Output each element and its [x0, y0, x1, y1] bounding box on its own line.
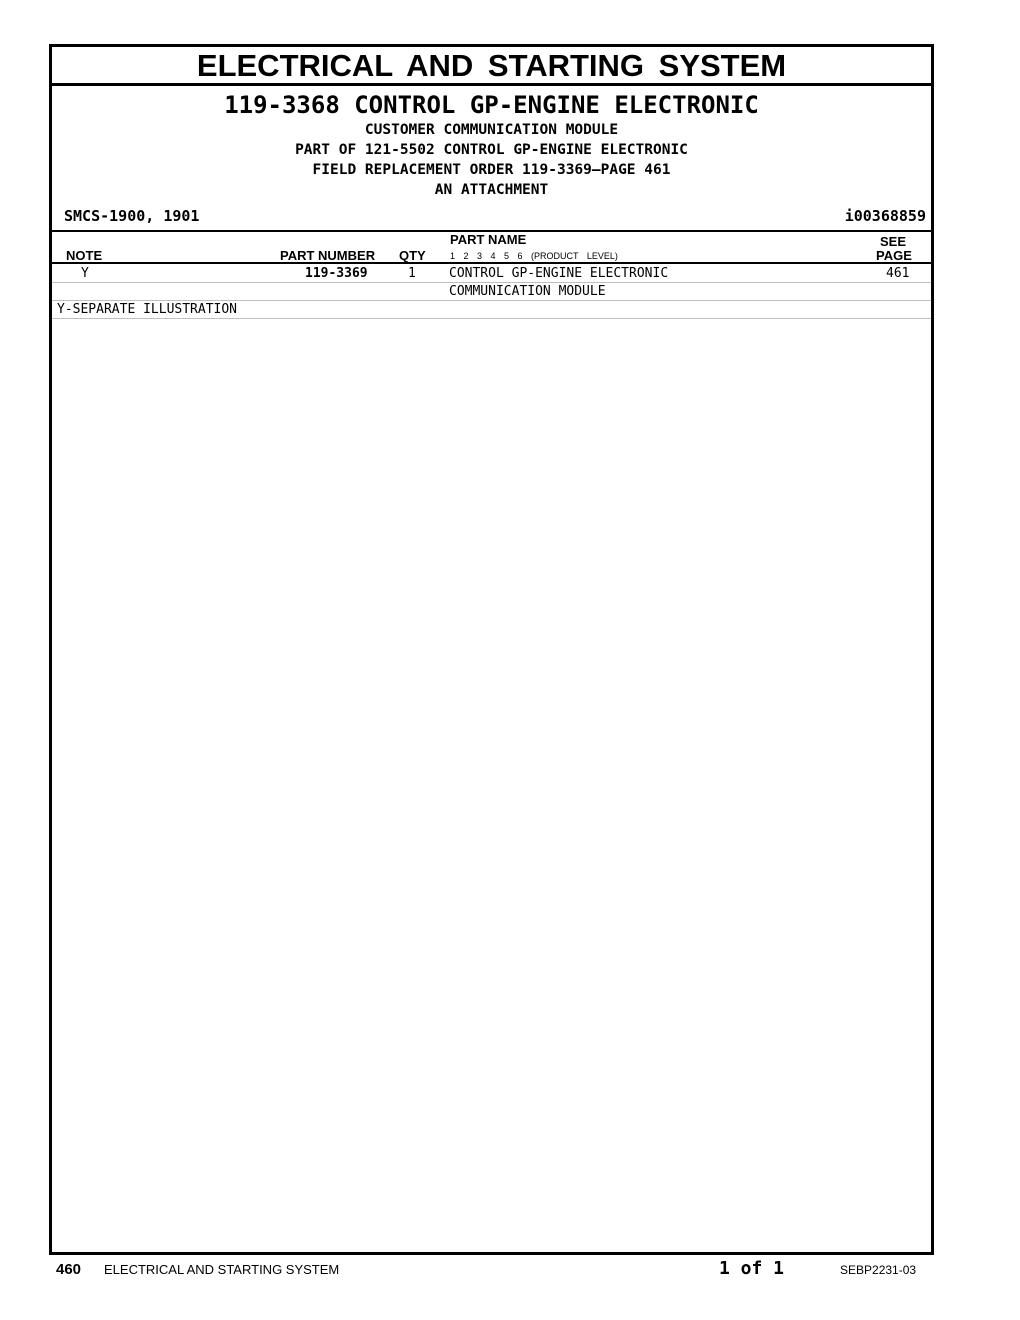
footer-doc-id: SEBP2231-03: [840, 1263, 917, 1277]
row-see-page: 461: [886, 266, 910, 281]
row-part-name: CONTROL GP-ENGINE ELECTRONIC: [449, 266, 669, 281]
assembly-title: 119-3368 CONTROL GP-ENGINE ELECTRONIC: [224, 91, 759, 119]
smcs-code: SMCS-1900, 1901: [64, 207, 200, 225]
product-levels: 1 2 3 4 5 6 (PRODUCT LEVEL): [450, 251, 618, 261]
column-part-number: PART NUMBER: [280, 248, 376, 263]
part-of-line: PART OF 121-5502 CONTROL GP-ENGINE ELECTRONIC: [295, 142, 688, 158]
page-frame: [49, 44, 934, 1255]
illustration-id: i00368859: [844, 207, 926, 225]
column-page: PAGE: [876, 248, 912, 263]
column-note: NOTE: [66, 248, 103, 263]
column-qty: QTY: [399, 248, 426, 263]
row-divider: [52, 282, 931, 283]
footer-pager: 1 of 1: [719, 1258, 785, 1279]
field-replacement-line: FIELD REPLACEMENT ORDER 119-3369—PAGE 461: [312, 162, 671, 178]
row-part-name: COMMUNICATION MODULE: [449, 284, 606, 299]
footnote: Y-SEPARATE ILLUSTRATION: [57, 302, 238, 317]
row-qty: 1: [408, 266, 416, 281]
column-part-name: PART NAME: [450, 232, 527, 247]
row-note: Y: [81, 266, 89, 281]
footnote-divider: [52, 318, 931, 319]
section-title: ELECTRICAL AND STARTING SYSTEM: [52, 47, 931, 86]
column-header-rule: [52, 262, 931, 264]
row-divider: [52, 300, 931, 301]
attachment-line: AN ATTACHMENT: [434, 182, 549, 198]
row-part-number: 119-3369: [305, 266, 368, 281]
column-see: SEE: [880, 234, 907, 249]
footer-section: ELECTRICAL AND STARTING SYSTEM: [104, 1262, 340, 1277]
assembly-subtitle: CUSTOMER COMMUNICATION MODULE: [364, 122, 619, 138]
footer-page-number: 460: [56, 1261, 82, 1278]
